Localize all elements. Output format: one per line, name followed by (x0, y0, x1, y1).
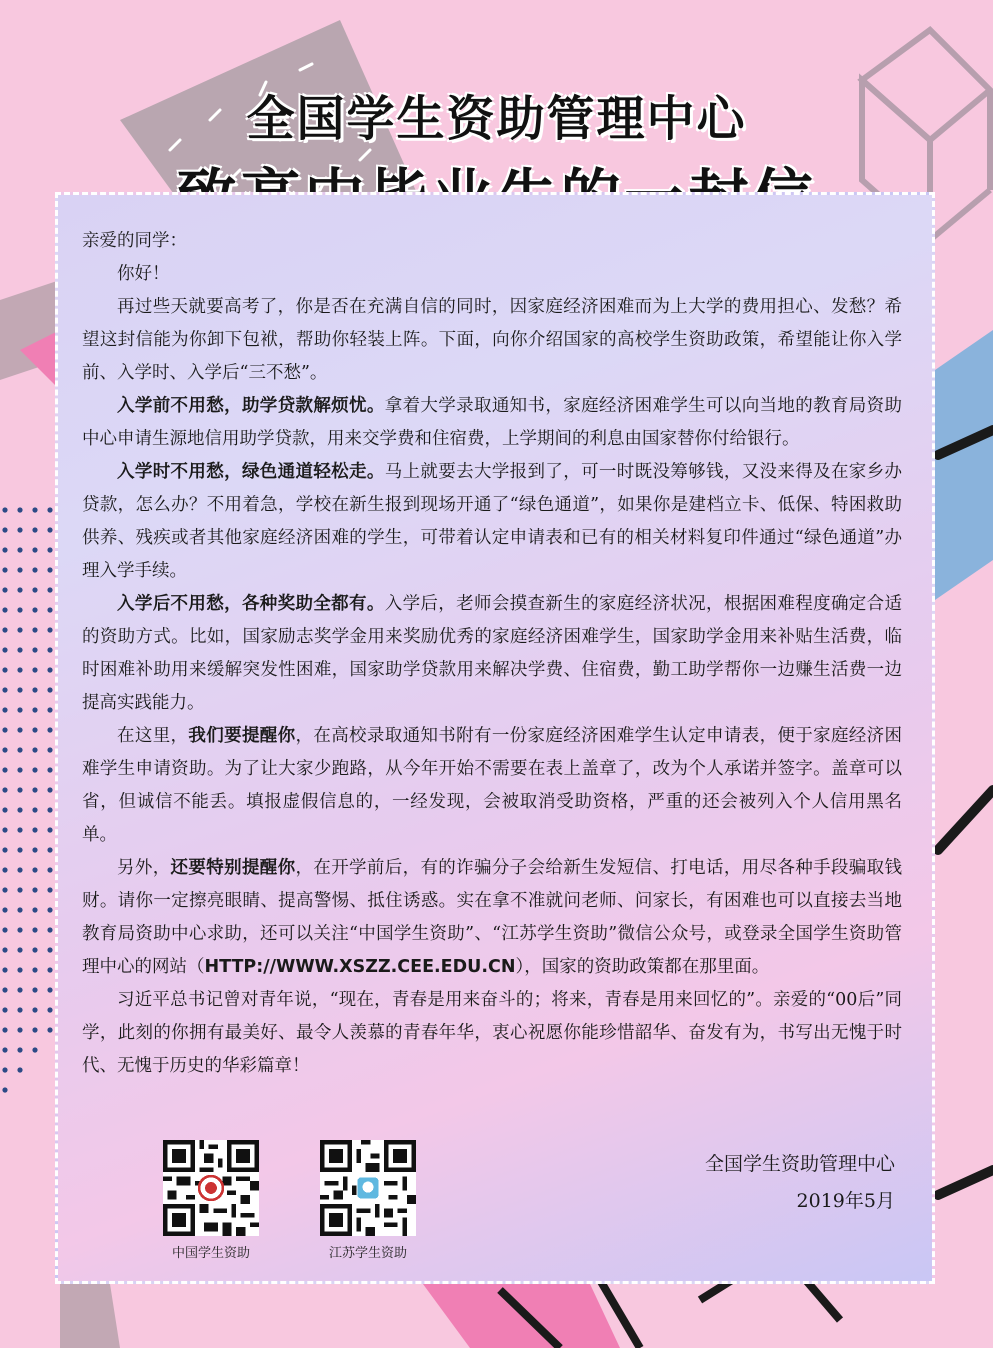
paragraph-during-enrollment (82, 456, 902, 588)
paragraph-tail: ），国家的资助政策都在那里面。 (515, 957, 770, 977)
paragraph-reminder (82, 720, 902, 852)
qr-code-icon (320, 1140, 416, 1236)
paragraph-text: 拿着大学录取通知书，家庭经济困难学生可以向当地的教育局资助中心申请生源地信用助学贷款，用来交学费和住宿费，上学期间的利息由国家替你付给银行。 (82, 396, 902, 449)
paragraph-text: 入学后，老师会摸查新生的家庭经济状况，根据困难程度确定合适的资助方式。比如，国家励志奖学金用来奖励优秀的家庭经济困难学生，国家助学金用来补贴生活费，临时困难补助用来缓解突发性困难，国家助学贷款用来解决学费、住宿费，勤工助学帮你一边赚生活费一边提高实践能力。 (82, 594, 902, 713)
qr-code-icon (163, 1140, 259, 1236)
paragraph-heading: 入学时不用愁，绿色通道轻松走。 (117, 462, 385, 482)
letter-body (82, 225, 902, 1083)
signature-org: 全国学生资助管理中心 (704, 1153, 895, 1175)
paragraph-heading: 入学前不用愁，助学贷款解烦忧。 (117, 396, 385, 416)
paragraph-prefix: 另外， (117, 858, 171, 878)
signature-date: 2019年5月 (796, 1190, 895, 1212)
qr-code-jiangsu-student-aid (320, 1140, 416, 1261)
paragraph-prefix: 在这里， (117, 726, 189, 746)
closing-paragraph: 习近平总书记曾对青年说，“现在，青春是用来奋斗的；将来，青春是用来回忆的”。亲爱的“00后”同学，此刻的你拥有最美好、最令人羡慕的青春年华，衷心祝愿你能珍惜韶华、奋发有为，书写出无愧于时代、无愧于历史的华彩篇章！ (82, 990, 902, 1076)
header-org-title: 全国学生资助管理中心 (246, 91, 747, 147)
paragraph-text: 马上就要去大学报到了，可一时既没筹够钱，又没来得及在家乡办贷款，怎么办？不用着急，学校在新生报到现场开通了“绿色通道”，如果你是建档立卡、低保、特困救助供养、残疾或者其他家庭经济困难的学生，可带着认定申请表和已有的相关材料复印件通过“绿色通道”办理入学手续。 (82, 462, 902, 581)
paragraph-before-enrollment (82, 390, 902, 456)
website-url: HTTP://WWW.XSZZ.CEE.EDU.CN (204, 957, 516, 977)
qr-caption: 江苏学生资助 (328, 1246, 407, 1261)
qr-code-china-student-aid (163, 1140, 259, 1261)
greeting: 你好！ (117, 264, 170, 284)
paragraph-emphasis: 还要特别提醒你 (170, 858, 296, 878)
paragraph-after-enrollment (82, 588, 902, 720)
paragraph-text: ，在高校录取通知书附有一份家庭经济困难学生认定申请表，便于家庭经济困难学生申请资助。为了让大家少跑路，从今年开始不需要在表上盖章了，改为个人承诺并签字。盖章可以省，但诚信不能丢。填报虚假信息的，一经发现，会被取消受助资格，严重的还会被列入个人信用黑名单。 (82, 726, 903, 845)
salutation: 亲爱的同学： (82, 231, 187, 251)
paragraph-heading: 入学后不用愁，各种奖助全都有。 (117, 594, 385, 614)
paragraph-text: ，在开学前后，有的诈骗分子会给新生发短信、打电话，用尽各种手段骗取钱财。请你一定擦亮眼睛、提高警惕、抵住诱惑。实在拿不准就问老师、问家长，有困难也可以直接去当地教育局资助中心求助，还可以关注“中国学生资助”、“江苏学生资助”微信公众号，或登录全国学生资助管理中心的网站（ (82, 858, 903, 977)
intro-paragraph: 再过些天就要高考了，你是否在充满自信的同时，因家庭经济困难而为上大学的费用担心、发愁？希望这封信能为你卸下包袱，帮助你轻装上阵。下面，向你介绍国家的高校学生资助政策，希望能让你入学前、入学时、入学后“三不愁”。 (82, 297, 902, 383)
qr-caption: 中国学生资助 (171, 1246, 250, 1261)
paragraph-emphasis: 我们要提醒你 (188, 726, 296, 746)
signature (705, 1146, 895, 1220)
paragraph-fraud-warning (82, 852, 902, 984)
